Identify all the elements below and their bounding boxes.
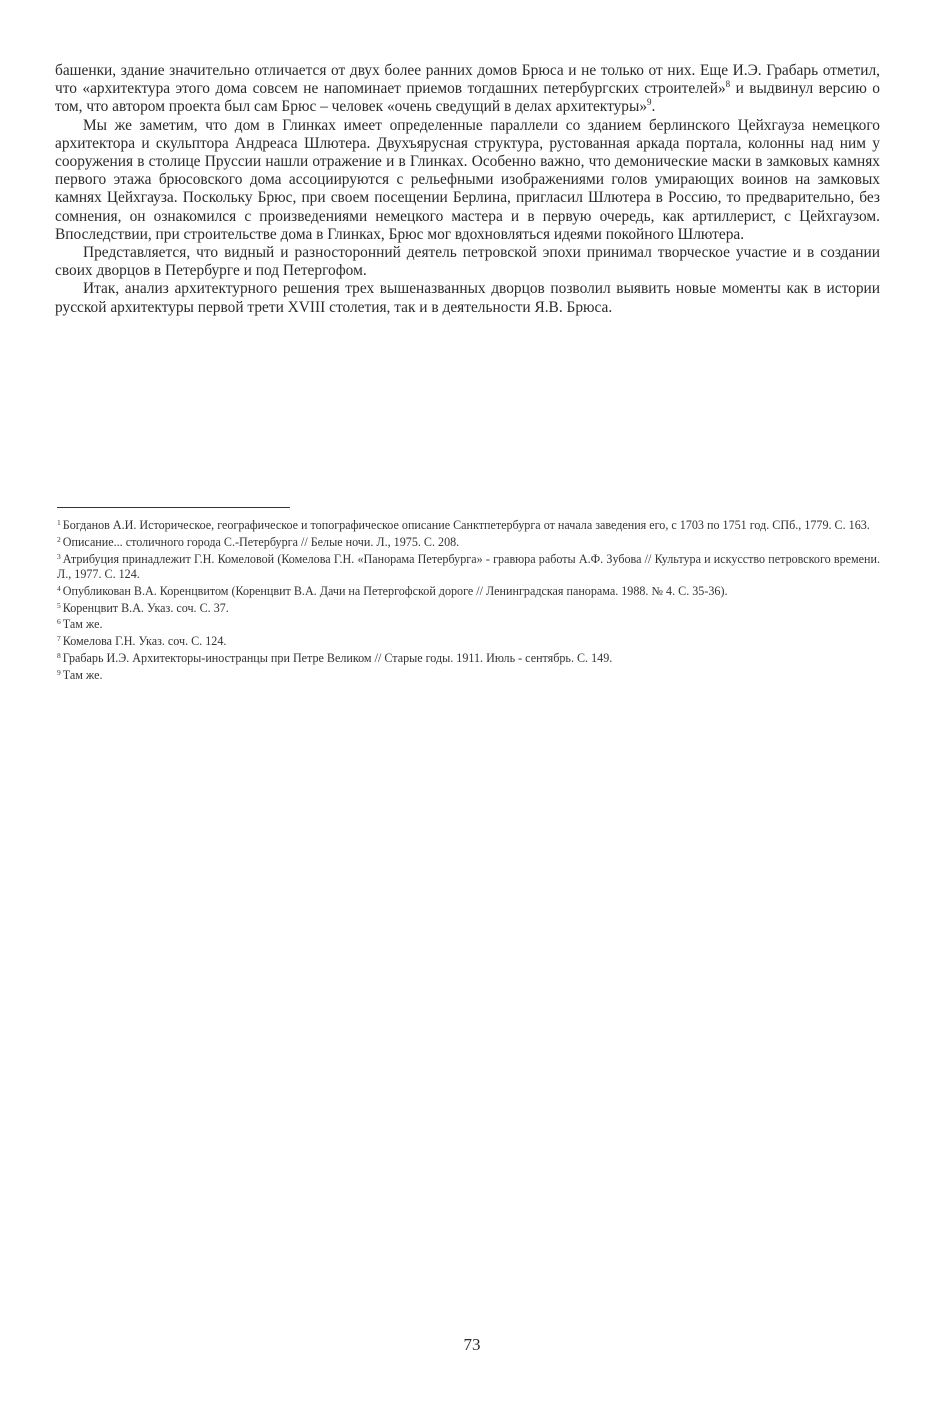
- footnote-number: 4: [57, 583, 61, 593]
- footnote-text: Там же.: [62, 617, 103, 632]
- main-text: [55, 62, 880, 317]
- paragraph-1: [55, 62, 880, 117]
- page-number: 73: [463, 1335, 481, 1354]
- footnote-number: 1: [57, 518, 61, 527]
- paragraph-3-text: Представляется, что видный и разносторонний деятель петровской эпохи принимал творческое участие и в создании своих дворцов в Петербурге и под Петергофом.: [55, 244, 880, 280]
- footnote-text: Комелова Г.Н. Указ. соч. С. 124.: [62, 634, 227, 649]
- footnote-ref-8: 8: [725, 79, 731, 90]
- footnote-number: 2: [57, 534, 61, 544]
- footnote-2: [57, 535, 880, 551]
- footnote-3: [57, 552, 880, 583]
- footnote-8: [57, 651, 880, 667]
- footnote-5: [57, 601, 880, 617]
- footnote-number: 5: [57, 600, 61, 610]
- paragraph-4: [55, 280, 880, 316]
- footnote-1: [57, 518, 880, 534]
- footnote-text: Опубликован В.А. Коренцвитом (Коренцвит В.А. Дачи на Петергофской дороге // Ленинградская панорама. 1988. № 4. С. 35-36).: [62, 583, 728, 598]
- footnote-text: Описание... столичного города С.-Петербурга // Белые ночи. Л., 1975. С. 208.: [62, 534, 460, 549]
- footnotes-list: [57, 518, 880, 685]
- footnote-number: 7: [57, 634, 61, 644]
- paragraph-1-text-c: .: [651, 98, 656, 116]
- footnote-text: Богданов А.И. Историческое, географическое и топографическое описание Санктпетербурга от начала заведения его, с 1703 по 1751 год. СПб., 1779. С. 163.: [62, 518, 870, 532]
- paragraph-4-text: Итак, анализ архитектурного решения трех вышеназванных дворцов позволил выявить новые моменты как в истории русской архитектуры первой трети XVIII столетия, так и в деятельности Я.В. Брюса.: [55, 280, 880, 316]
- footnote-text: Там же.: [62, 667, 103, 682]
- paragraph-1-text-b: и выдвинул версию о том, что автором проекта был сам Брюс – человек «очень сведущий в делах архитектуры»: [55, 80, 880, 116]
- footnote-6: [57, 617, 880, 633]
- paragraph-2-text: Мы же заметим, что дом в Глинках имеет определенные параллели со зданием берлинского Цейхгауза немецкого архитектора и скульптора Андреаса Шлютера. Двухъярусная структура, рустованная аркада портала, колонны над ним у сооружения в столице Пруссии нашли отражение и в Глинках. Особенно важно, что демонические маски в замковых камнях первого этажа брюсовского дома ассоциируются с рельефными изображениями голов умирающих воинов на замковых камнях Цейхгауза. Поскольку Брюс, при своем посещении Берлина, пригласил Шлютера в Россию, то предварительно, без сомнения, он ознакомился с произведениями немецкого мастера и в первую очередь, как артиллерист, с Цейхгаузом. Впоследствии, при строительстве дома в Глинках, Брюс мог вдохновляться идеями покойного Шлютера.: [55, 116, 880, 243]
- paragraph-3: [55, 244, 880, 280]
- footnote-text: Грабарь И.Э. Архитекторы-иностранцы при Петре Великом // Старые годы. 1911. Июль - сентябрь. С. 149.: [62, 651, 613, 666]
- footnote-number: 8: [57, 651, 61, 661]
- footnote-text: Коренцвит В.А. Указ. соч. С. 37.: [62, 600, 229, 615]
- footnote-separator: [57, 507, 290, 508]
- footnote-ref-9: 9: [647, 97, 652, 108]
- paragraph-1-text-a: башенки, здание значительно отличается от двух более ранних домов Брюса и не только от них. Еще И.Э. Грабарь отметил, что «архитектура этого дома совсем не напоминает приемов тогдашних петербургских строителей»: [55, 62, 880, 98]
- footnote-9: [57, 668, 880, 684]
- footnote-number: 6: [57, 617, 61, 627]
- footnote-number: 3: [57, 551, 61, 561]
- footnote-4: [57, 584, 880, 600]
- footnote-text: Атрибуция принадлежит Г.Н. Комеловой (Комелова Г.Н. «Панорама Петербурга» - гравюра работы А.Ф. Зубова // Культура и искусство петровского времени. Л., 1977. С. 124.: [57, 551, 880, 582]
- footnote-number: 9: [57, 667, 61, 677]
- paragraph-2: [55, 117, 880, 244]
- footnote-7: [57, 634, 880, 650]
